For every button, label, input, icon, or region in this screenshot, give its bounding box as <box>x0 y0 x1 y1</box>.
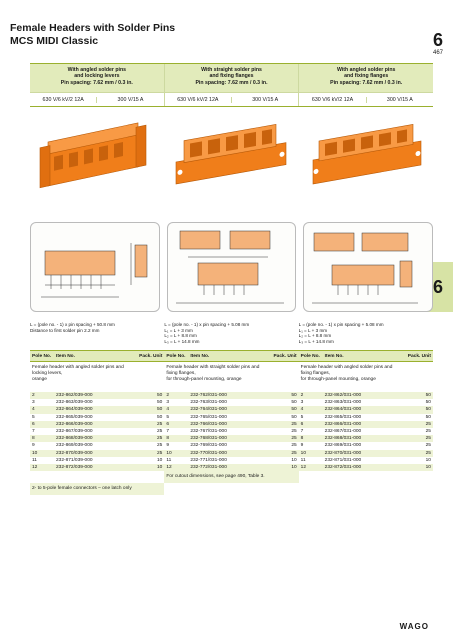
item-number: 232-871/039-000 <box>56 457 93 463</box>
header-pack: Pack. Unit <box>273 353 297 359</box>
pack-unit: 50 <box>291 414 297 420</box>
item-number: 232-764/031-000 <box>190 407 227 413</box>
pole-number: 7 <box>300 429 304 435</box>
pack-unit: 25 <box>425 443 431 449</box>
col1-line1: With angled solder pins <box>67 67 127 73</box>
chapter-side-tab: 6 <box>423 262 453 312</box>
table-row <box>299 450 433 457</box>
col1-rating-b: 300 V/15 A <box>117 97 144 103</box>
title-line-2: MCS MIDI Classic <box>10 35 99 47</box>
table-row <box>299 435 433 442</box>
pack-unit: 50 <box>425 400 431 406</box>
pack-unit: 50 <box>291 400 297 406</box>
table-row <box>164 442 298 449</box>
notes-column-1 <box>30 322 164 344</box>
item-number: 232-864/039-000 <box>56 407 93 413</box>
item-number: 232-866/031-000 <box>324 421 362 427</box>
pole-number: 11 <box>32 457 37 463</box>
col2-line3: Pin spacing: 7.62 mm / 0.3 in. <box>195 79 268 86</box>
pole-number: 3 <box>32 400 35 406</box>
pack-unit: 25 <box>156 443 163 449</box>
item-number: 232-863/039-000 <box>56 400 93 406</box>
pole-number: 4 <box>300 407 304 413</box>
pole-number: 12 <box>300 464 306 470</box>
note-line: L = (pole no. - 1) x pin spacing + 50.8 mm <box>30 322 115 327</box>
pack-unit: 25 <box>156 450 163 456</box>
table-row <box>164 392 298 399</box>
pole-number: 5 <box>166 414 169 420</box>
note-line: L₂ = L + 8.8 mm <box>298 333 332 339</box>
item-number: 232-869/039-000 <box>56 443 93 449</box>
pole-number: 6 <box>32 421 35 427</box>
pole-number: 7 <box>32 429 35 435</box>
pole-number: 6 <box>300 421 304 427</box>
table-row <box>164 464 298 471</box>
rows-group-3 <box>299 392 433 471</box>
table-row <box>299 421 433 428</box>
ordering-table <box>30 350 433 495</box>
col1-rating-a: 630 V/6 kV/2 12A <box>30 97 97 103</box>
table-row <box>30 414 164 421</box>
drawing-angled-fixing-flanges <box>303 222 433 312</box>
header-pole: Pole No. <box>166 353 186 359</box>
table-row <box>299 464 433 471</box>
table-row <box>164 435 298 442</box>
item-number: 232-862/031-000 <box>324 393 362 399</box>
page-title <box>10 22 175 48</box>
table-header <box>30 350 433 362</box>
table-row <box>299 457 433 464</box>
col2-rating-b: 300 V/15 A <box>252 97 279 103</box>
header-pack: Pack. Unit <box>407 353 431 359</box>
description-line: for through-panel mounting, orange <box>300 377 376 382</box>
pole-number: 9 <box>32 443 35 449</box>
note-line: L₃ = L + 14.8 mm <box>164 338 200 344</box>
column-2-header <box>165 64 300 106</box>
pack-unit: 10 <box>291 457 297 463</box>
table-row <box>164 399 298 406</box>
table-descriptions <box>30 362 433 392</box>
pack-unit: 25 <box>425 450 431 456</box>
item-number: 232-863/031-000 <box>324 400 362 406</box>
column-1-header <box>30 64 165 106</box>
pole-number: 12 <box>32 464 38 470</box>
latch-note: 2- to 5-pole female connectors – one latch only <box>30 483 164 495</box>
item-number: 232-870/031-000 <box>324 450 362 456</box>
pack-unit: 50 <box>156 414 163 420</box>
table-row <box>164 406 298 413</box>
table-row <box>30 450 164 457</box>
notes-column-2 <box>164 322 298 344</box>
description-line: for through-panel mounting, orange <box>166 377 242 382</box>
table-row <box>164 414 298 421</box>
notes-column-3 <box>299 322 433 344</box>
title-line-1: Female Headers with Solder Pins <box>10 22 176 34</box>
photo-angled-locking-levers <box>30 112 164 210</box>
pole-number: 3 <box>300 400 304 406</box>
wago-logo: WAGO <box>399 622 429 631</box>
pack-unit: 25 <box>291 450 297 456</box>
pole-number: 3 <box>166 400 169 406</box>
pack-unit: 25 <box>156 436 163 442</box>
table-row <box>299 428 433 435</box>
col3-rating-b: 300 V/15 A <box>386 97 413 103</box>
dimension-drawings <box>30 222 433 312</box>
pole-number: 2 <box>166 393 169 399</box>
description-line: Female header with angled solder pins and <box>300 365 393 370</box>
pole-number: 8 <box>300 436 304 442</box>
note-line: L = (pole no. - 1) x pin spacing + 5.08 mm <box>164 322 250 327</box>
table-row <box>30 421 164 428</box>
item-number: 232-766/031-000 <box>190 421 227 427</box>
table-row <box>164 428 298 435</box>
description-3 <box>299 362 433 392</box>
table-row <box>30 428 164 435</box>
pack-unit: 25 <box>291 429 297 435</box>
item-number: 232-871/031-000 <box>324 457 362 463</box>
pole-number: 11 <box>166 457 172 463</box>
item-number: 232-865/039-000 <box>56 414 93 420</box>
pack-unit: 50 <box>425 393 431 399</box>
pack-unit: 25 <box>425 421 431 427</box>
page-number: 467 <box>432 50 443 56</box>
table-row <box>299 406 433 413</box>
drawing-angled-locking-levers <box>30 222 160 312</box>
pack-unit: 10 <box>425 464 431 470</box>
header-pole: Pole No. <box>32 353 52 359</box>
pole-number: 12 <box>166 464 172 470</box>
item-number: 232-772/031-000 <box>190 464 227 470</box>
pole-number: 10 <box>32 450 38 456</box>
rows-group-2 <box>164 392 298 471</box>
table-row <box>299 442 433 449</box>
description-line: Female header with angled solder pins and <box>32 365 124 370</box>
pack-unit: 50 <box>156 400 163 406</box>
pack-unit: 10 <box>156 457 163 463</box>
description-line: locking levers, <box>32 371 63 376</box>
pole-number: 7 <box>166 429 169 435</box>
product-photos <box>30 112 433 210</box>
item-number: 232-768/031-000 <box>190 436 227 442</box>
col2-line1: With straight solder pins <box>201 67 262 73</box>
table-row <box>30 457 164 464</box>
pack-unit: 50 <box>291 407 297 413</box>
pack-unit: 50 <box>425 407 431 413</box>
pack-unit: 10 <box>156 464 163 470</box>
item-number: 232-864/031-000 <box>324 407 362 413</box>
item-number: 232-868/039-000 <box>56 436 93 442</box>
item-number: 232-765/031-000 <box>190 414 227 420</box>
footnote-spacer <box>299 471 433 483</box>
col1-line2: and locking levers <box>74 73 120 80</box>
note-line: L₂ = L + 8.8 mm <box>164 333 197 339</box>
pole-number: 8 <box>32 436 35 442</box>
pack-unit: 50 <box>156 393 163 399</box>
description-line: Female header with straight solder pins and <box>166 365 260 370</box>
item-number: 232-769/031-000 <box>190 443 227 449</box>
pack-unit: 50 <box>156 407 163 413</box>
table-row <box>164 421 298 428</box>
table-row <box>30 464 164 471</box>
header-item: Item No. <box>190 353 210 359</box>
description-2 <box>164 362 298 392</box>
item-number: 232-869/031-000 <box>324 443 362 449</box>
description-line: fixing flanges, <box>166 371 196 376</box>
col3-line3: Pin spacing: 7.62 mm / 0.3 in. <box>330 79 403 86</box>
item-number: 232-862/039-000 <box>56 393 93 399</box>
item-number: 232-872/031-000 <box>324 464 362 470</box>
pole-number: 4 <box>166 407 169 413</box>
pole-number: 11 <box>300 457 306 463</box>
description-line: fixing flanges, <box>300 371 330 376</box>
cutout-footnote: For cutout dimensions, see page 490, Table 3. <box>164 471 298 483</box>
pack-unit: 25 <box>291 421 297 427</box>
pack-unit: 10 <box>425 457 431 463</box>
header-pack: Pack. Unit <box>139 353 163 359</box>
pack-unit: 25 <box>291 443 297 449</box>
pack-unit: 10 <box>291 464 297 470</box>
item-number: 232-767/031-000 <box>190 429 227 435</box>
drawing-straight-fixing-flanges <box>167 222 297 312</box>
table-row <box>299 399 433 406</box>
pole-number: 8 <box>166 436 169 442</box>
photo-straight-fixing-flanges <box>164 112 298 210</box>
table-row <box>164 457 298 464</box>
item-number: 232-866/039-000 <box>56 421 93 427</box>
pack-unit: 25 <box>156 429 163 435</box>
table-row <box>299 392 433 399</box>
pack-unit: 25 <box>425 429 431 435</box>
pole-number: 6 <box>166 421 169 427</box>
pack-unit: 25 <box>156 421 163 427</box>
header-item: Item No. <box>324 353 344 359</box>
item-number: 232-762/031-000 <box>190 393 227 399</box>
product-column-headers <box>30 63 433 107</box>
header-item: Item No. <box>56 353 75 359</box>
table-row <box>30 399 164 406</box>
pole-number: 10 <box>166 450 172 456</box>
note-line: L₁ = L + 3 mm <box>298 327 328 333</box>
photo-angled-fixing-flanges <box>299 112 433 210</box>
rows-group-1 <box>30 392 164 471</box>
col3-rating-a: 630 V/6 kV/2 12A <box>299 97 366 103</box>
table-row <box>30 442 164 449</box>
table-row <box>30 392 164 399</box>
note-line: L₁ = L + 3 mm <box>164 327 193 333</box>
item-number: 232-763/031-000 <box>190 400 227 406</box>
description-line: orange <box>32 377 47 382</box>
pole-number: 10 <box>300 450 306 456</box>
pole-number: 2 <box>32 393 35 399</box>
col1-line3: Pin spacing: 7.62 mm / 0.3 in. <box>60 79 133 86</box>
table-footnotes <box>30 471 433 483</box>
item-number: 232-872/039-000 <box>56 464 93 470</box>
pack-unit: 25 <box>425 436 431 442</box>
col2-line2: and fixing flanges <box>209 73 254 80</box>
item-number: 232-870/039-000 <box>56 450 93 456</box>
item-number: 232-867/031-000 <box>324 429 362 435</box>
col3-line1: With angled solder pins <box>336 67 396 73</box>
column-3-header <box>299 64 433 106</box>
item-number: 232-867/039-000 <box>56 429 93 435</box>
pack-unit: 50 <box>425 414 431 420</box>
table-row <box>299 414 433 421</box>
description-1 <box>30 362 164 392</box>
pack-unit: 25 <box>291 436 297 442</box>
item-number: 232-865/031-000 <box>324 414 362 420</box>
table-row <box>164 450 298 457</box>
footnote-spacer <box>30 471 164 483</box>
item-number: 232-771/031-000 <box>190 457 227 463</box>
table-row <box>30 435 164 442</box>
pole-number: 9 <box>166 443 169 449</box>
note-line: L₃ = L + 14.8 mm <box>298 338 334 344</box>
pole-number: 5 <box>300 414 304 420</box>
pole-number: 4 <box>32 407 35 413</box>
header-pole: Pole No. <box>300 353 320 359</box>
col2-rating-a: 630 V/6 kV/2 12A <box>165 97 232 103</box>
table-rows <box>30 392 433 471</box>
item-number: 232-770/031-000 <box>190 450 227 456</box>
item-number: 232-868/031-000 <box>324 436 362 442</box>
table-row <box>30 406 164 413</box>
note-line: Distance to first solder pin 2.2 mm <box>30 327 100 333</box>
pole-number: 2 <box>300 393 304 399</box>
chapter-number: 6 <box>432 30 443 50</box>
pack-unit: 50 <box>291 393 297 399</box>
col3-line2: and fixing flanges <box>344 73 389 80</box>
dimension-notes <box>30 322 433 344</box>
pole-number: 9 <box>300 443 304 449</box>
note-line: L = (pole no. - 1) x pin spacing + 5.08 mm <box>298 322 384 327</box>
pole-number: 5 <box>32 414 35 420</box>
